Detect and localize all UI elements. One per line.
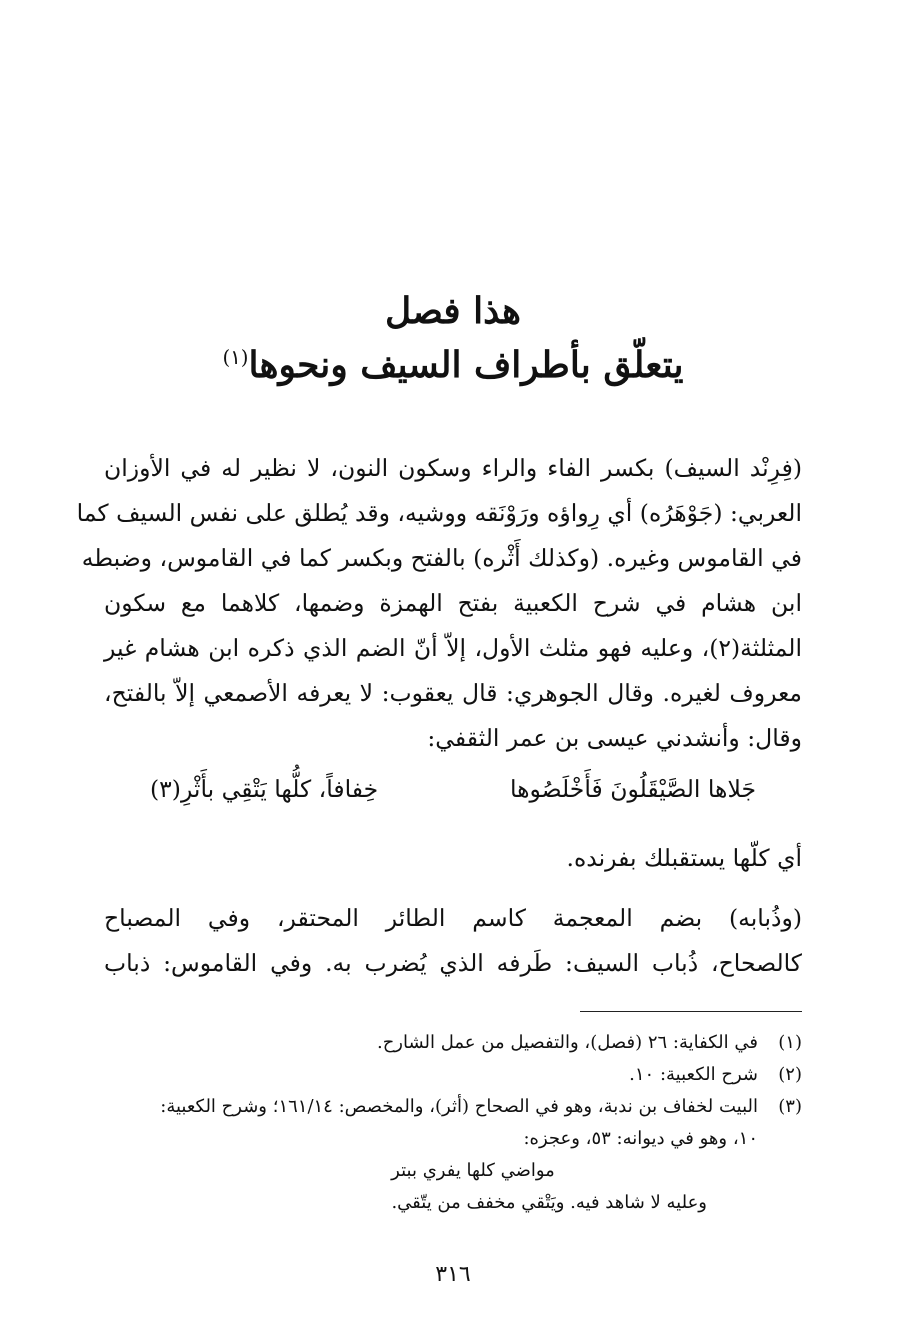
footnote-ref-1: (١) (222, 346, 249, 369)
footnote-number: (٣) (778, 1096, 802, 1117)
footnote-number: (٢) (778, 1064, 802, 1085)
page-number: ٣١٦ (435, 1262, 471, 1287)
paragraph-firind (76, 446, 802, 761)
paragraph-line: في القاموس وغيره. (وكذلك أَثْره) بالفتح وبكسر كما في القاموس، وضبطه (81, 544, 802, 572)
footnote-3-continuation: ١٠، وهو في ديوانه: ٥٣، وعجزه: (523, 1128, 758, 1149)
chapter-subheading-text: يتعلّق بأطراف السيف ونحوها (248, 344, 684, 386)
footnote-divider (580, 1011, 802, 1012)
paragraph-line: كالصحاح، ذُباب السيف: طَرفه الذي يُضرب به. وفي القاموس: ذباب (104, 949, 802, 977)
verse-second-hemistich: خِفافاً، كلُّها يَتْقِي بأَثْرِ(٣) (150, 775, 379, 803)
paragraph-line: (فِرِنْد السيف) بكسر الفاء والراء وسكون النون، لا نظير له في الأوزان (104, 454, 802, 482)
footnote-3 (104, 1091, 802, 1123)
chapter-subheading (100, 344, 806, 386)
footnote-3-verse: مواضي كلها يفري ببتر (391, 1160, 555, 1181)
poetry-verse (150, 775, 756, 820)
footnote-text: في الكفاية: ٢٦ (فصل)، والتفصيل من عمل الشارح. (376, 1032, 758, 1053)
paragraph-explanation (104, 836, 802, 881)
paragraph-line: (وذُبابه) بضم المعجمة كاسم الطائر المحتقر، وفي المصباح (104, 904, 802, 932)
verse-first-hemistich: جَلاها الصَّيْقَلُونَ فَأَخْلَصُوها (509, 775, 756, 803)
footnote-text: البيت لخفاف بن ندبة، وهو في الصحاح (أثر)، والمخصص: ١٦١/١٤؛ وشرح الكعبية: (160, 1096, 758, 1117)
paragraph-line: العربي: (جَوْهَرُه) أي رِواؤه ورَوْنَقه ووشيه، وقد يُطلق على نفس السيف كما (76, 499, 802, 527)
paragraph-dhubab (104, 896, 802, 986)
paragraph-line: ابن هشام في شرح الكعبية بفتح الهمزة وضمها، كلاهما مع سكون (104, 589, 802, 617)
paragraph-line: وقال: وأنشدني عيسى بن عمر الثقفي: (427, 724, 802, 752)
footnote-1 (104, 1027, 802, 1059)
paragraph-line: معروف لغيره. وقال الجوهري: قال يعقوب: لا يعرفه الأصمعي إلاّ بالفتح، (104, 679, 802, 707)
paragraph-line: المثلثة(٢)، وعليه فهو مثلث الأول، إلاّ أنّ الضم الذي ذكره ابن هشام غير (104, 634, 802, 662)
footnote-3-closing: وعليه لا شاهد فيه. ويَتْقي مخفف من يتّقي. (391, 1192, 707, 1213)
chapter-heading: هذا فصل (384, 290, 522, 332)
footnote-text: شرح الكعبية: ١٠. (629, 1064, 758, 1085)
paragraph-line: أي كلّها يستقبلك بفرنده. (566, 844, 802, 872)
footnote-2 (104, 1059, 802, 1091)
footnote-number: (١) (778, 1032, 802, 1053)
footnotes-section (104, 1027, 802, 1219)
